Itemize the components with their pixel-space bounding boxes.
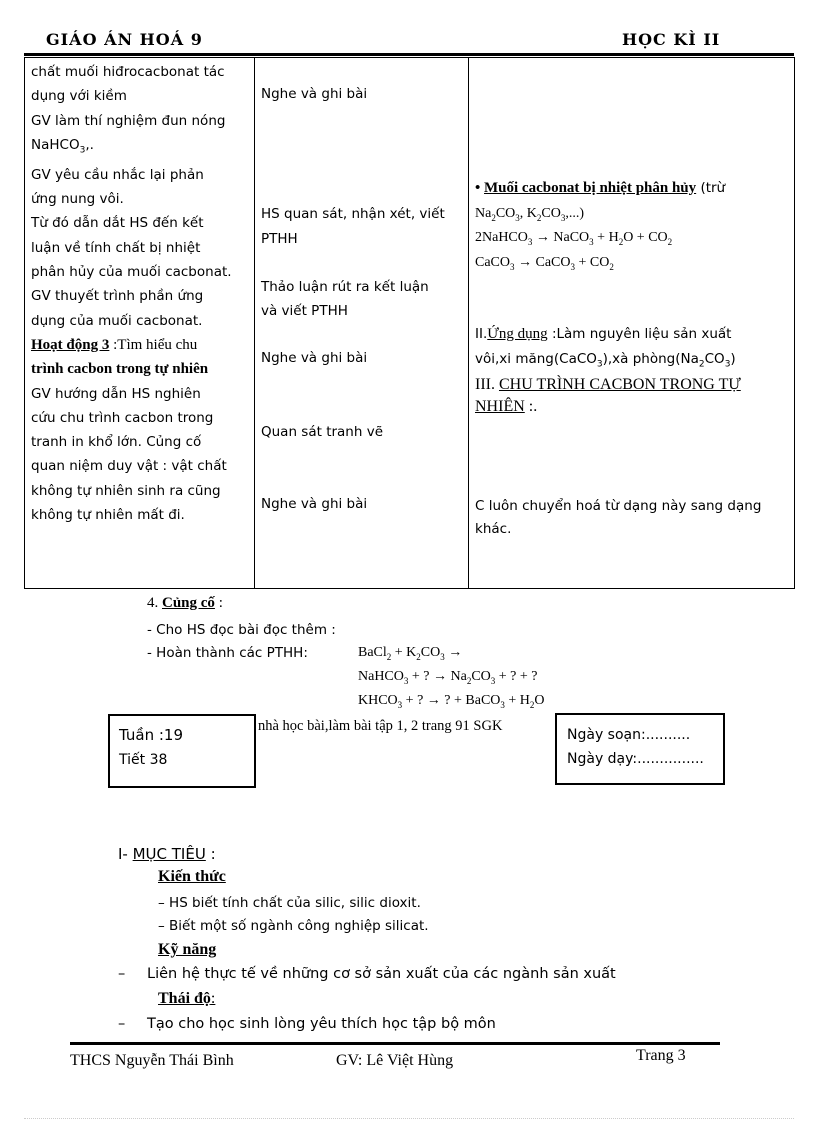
activity-line: GV làm thí nghiệm đun nóng (31, 112, 226, 129)
header-semester: HỌC KÌ II (622, 30, 721, 49)
homework-text: nhà học bài,làm bài tập 1, 2 trang 91 SGK (258, 718, 503, 734)
footer-rule (70, 1042, 720, 1045)
header-subject: GIÁO ÁN HOÁ 9 (46, 30, 203, 49)
student-activity: Nghe và ghi bài (261, 86, 368, 102)
teacher-activity-column (25, 58, 255, 589)
footer-school: THCS Nguyễn Thái Bình (70, 1052, 234, 1069)
date-taught: Ngày dạy:............... (567, 751, 704, 767)
content-column (469, 58, 795, 589)
consolidation-heading: 4. Củng cố : (147, 595, 223, 611)
activity-line: chất muối hiđrocacbonat tác (31, 64, 225, 80)
activity-line: phân hủy của muối cacbonat. (31, 264, 232, 281)
exercise-equation: $KHCO_3$ + ? → ? + BaCO$_3$ + $H_2O$ (358, 693, 545, 710)
week-box (108, 714, 256, 788)
skills-dash: – (118, 966, 126, 982)
equation: 2NaHCO$_3$ → NaCO$_3$ + $H_2O + CO_2$ (475, 230, 673, 247)
carbon-cycle-heading: III. CHU TRÌNH CACBON TRONG TỰ NHIÊN :. (475, 376, 741, 415)
activity-line: không tự nhiên mất đi. (31, 507, 185, 524)
lesson-number: Tiết 38 (119, 752, 168, 768)
exception-list: $Na_2CO_3$, $K_2CO_3$,...) (475, 206, 585, 223)
student-activity: Nghe và ghi bài (261, 350, 368, 366)
date-prepared: Ngày soạn:.......... (567, 727, 691, 743)
activity-line: ứng nung vôi. (31, 191, 124, 208)
consolidation-item: - Hoàn thành các PTHH: (147, 645, 308, 661)
activity-line: cứu chu trình cacbon trong (31, 409, 214, 426)
student-activity-column (255, 58, 469, 589)
student-activity: Thảo luận rút ra kết luận (261, 279, 429, 295)
footer-teacher: GV: Lê Việt Hùng (336, 1052, 454, 1069)
attitude-item: Tạo cho học sinh lòng yêu thích học tập bộ môn (147, 1016, 496, 1032)
student-activity: Quan sát tranh vẽ (261, 424, 384, 440)
week-number: Tuần :19 (119, 726, 183, 744)
consolidation-item: - Cho HS đọc bài đọc thêm : (147, 622, 336, 638)
exercise-equation: NaHCO$_3$ + ? → $Na_2CO_3$ + ? + ? (358, 669, 538, 686)
activity-line: NaHCO$_3$,. (31, 136, 94, 156)
thermal-decomposition-heading: • Muối cacbonat bị nhiệt phân hủy (trừ (475, 180, 726, 196)
exercise-equation: BaCl$_2$ + $K_2CO_3$ → (358, 645, 463, 662)
skills-heading: Kỹ năng (158, 941, 217, 958)
date-box (555, 713, 725, 785)
knowledge-heading: Kiến thức (158, 868, 226, 885)
footer-page-number: Trang 3 (636, 1047, 686, 1064)
activity-line: dụng của muối cacbonat. (31, 312, 203, 329)
activity-line: GV yêu cầu nhắc lại phản (31, 166, 204, 183)
knowledge-item: – HS biết tính chất của silic, silic dioxit. (158, 895, 421, 911)
objectives-heading: I- MỤC TIÊU : (118, 845, 216, 863)
activity-heading: Hoạt động 3 :Tìm hiểu chu (31, 336, 198, 353)
lesson-table (24, 57, 795, 589)
header-rule (24, 53, 794, 56)
activity-line: GV hướng dẫn HS nghiên (31, 385, 201, 402)
activity-line: dụng với kiềm (31, 88, 127, 105)
student-activity: PTHH (261, 231, 298, 247)
student-activity: HS quan sát, nhận xét, viết (261, 206, 445, 222)
attitude-dash: – (118, 1016, 126, 1032)
activity-line: quan niệm duy vật : vật chất (31, 458, 227, 475)
student-activity: Nghe và ghi bài (261, 496, 368, 512)
activity-heading: trình cacbon trong tự nhiên (31, 361, 209, 378)
student-activity: và viết PTHH (261, 303, 348, 319)
attitude-heading: Thái độ: (158, 990, 216, 1007)
page-edge (24, 1118, 794, 1119)
application-detail: vôi,xi măng(CaCO$_3$),xà $phòng(Na_2CO_3)$ (475, 351, 736, 370)
activity-line: tranh in khổ lớn. Củng cố (31, 434, 202, 451)
activity-line: không tự nhiên sinh ra cũng (31, 482, 221, 499)
equation: CaCO$_3$ → CaCO$_3$ + $CO_2$ (475, 255, 614, 272)
application-section: II.Ứng dụng :Làm nguyên liệu sản xuất (475, 326, 732, 342)
activity-line: luận về tính chất bị nhiệt (31, 239, 201, 256)
knowledge-item: – Biết một số ngành công nghiệp silicat. (158, 918, 429, 934)
activity-line: Từ đó dẫn dắt HS đến kết (31, 215, 204, 232)
activity-line: GV thuyết trình phần ứng (31, 288, 204, 305)
carbon-cycle-summary: C luôn chuyển hoá từ dạng này sang dạng khác. (475, 498, 762, 537)
skills-item: Liên hệ thực tế về những cơ sở sản xuất của các ngành sản xuất (147, 966, 616, 982)
